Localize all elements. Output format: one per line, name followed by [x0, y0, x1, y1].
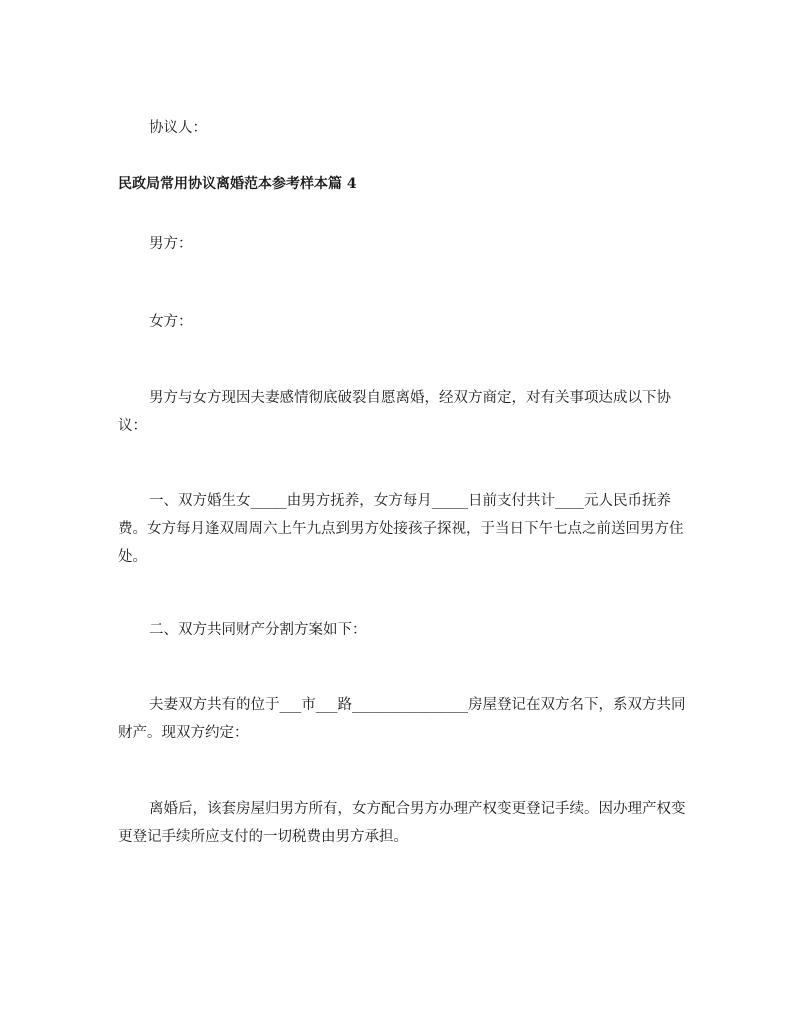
- clause-two-heading: 二、双方共同财产分割方案如下：: [149, 622, 367, 638]
- husband-label: 男方：: [149, 236, 193, 252]
- signatory-label: 协议人：: [149, 120, 207, 136]
- clause-one-paragraph: 一、双方婚生女_____由男方抚养，女方每月_____日前支付共计____元人民币抚养费。女方每月逢双周周六上午九点到男方处接孩子探视，于当日下午七点之前送回男方住处。: [118, 493, 684, 565]
- wife-label: 女方：: [149, 314, 193, 330]
- property-paragraph: 夫妻双方共有的位于___市___路________________房屋登记在双方名下，系双方共同财产。现双方约定：: [118, 697, 686, 741]
- intro-paragraph: 男方与女方现因夫妻感情彻底破裂自愿离婚，经双方商定，对有关事项达成以下协议：: [118, 390, 671, 434]
- section-title: 民政局常用协议离婚范本参考样本篇 4: [118, 176, 357, 192]
- house-terms-paragraph: 离婚后，该套房屋归男方所有，女方配合男方办理产权变更登记手续。因办理产权变更登记手续所应支付的一切税费由男方承担。: [118, 801, 686, 845]
